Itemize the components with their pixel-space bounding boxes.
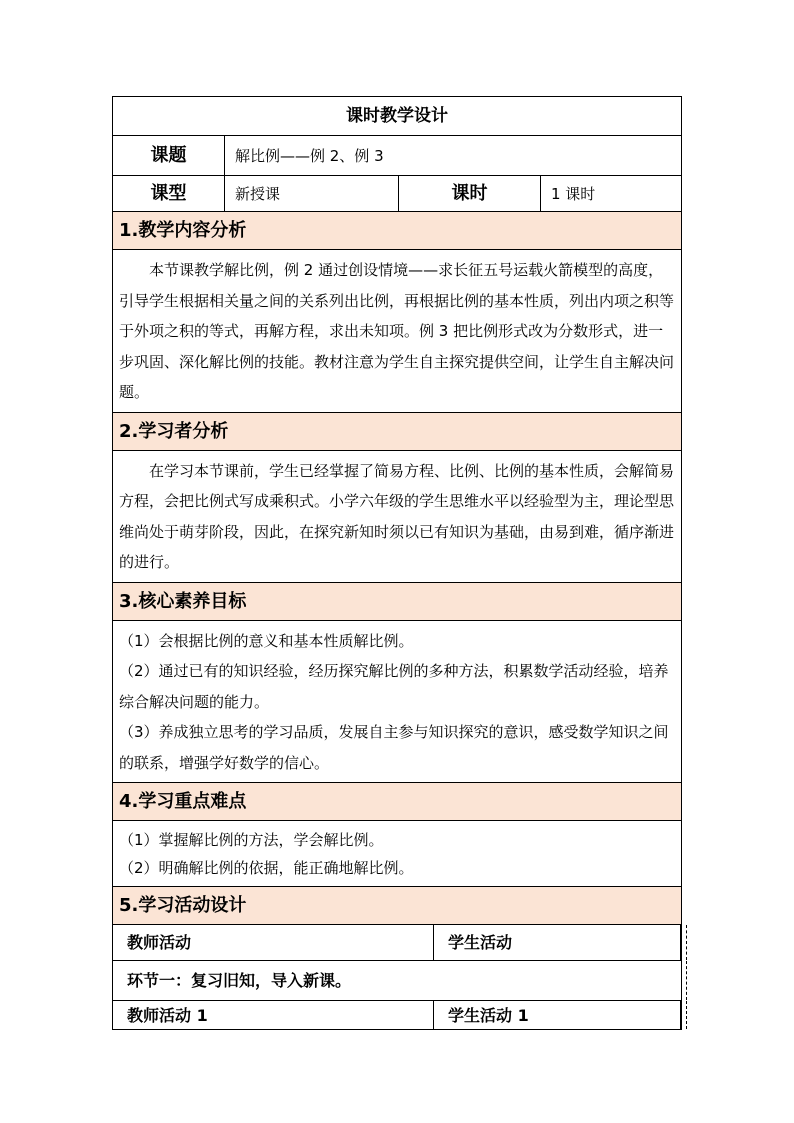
goal-item: （2）通过已有的知识经验，经历探究解比例的多种方法，积累数学活动经验，培养综合解决问题的能力。 bbox=[119, 662, 669, 711]
hours-value: 1 课时 bbox=[551, 185, 596, 203]
key-point-item: （1）掌握解比例的方法，学会解比例。 bbox=[119, 831, 384, 849]
section-2-heading: 2.学习者分析 bbox=[112, 412, 682, 450]
student-activity-1: 学生活动 1 bbox=[434, 1001, 681, 1029]
section-3-heading: 3.核心素养目标 bbox=[112, 582, 682, 620]
key-point-item: （2）明确解比例的依据，能正确地解比例。 bbox=[119, 859, 414, 877]
type-row bbox=[112, 175, 682, 211]
table-dashed-edge bbox=[686, 925, 687, 960]
table-dashed-edge bbox=[686, 961, 687, 1000]
goal-item: （3）养成独立思考的学习品质，发展自主参与知识探究的意识，感受数学知识之间的联系，增强学好数学的信心。 bbox=[119, 723, 669, 772]
type-value: 新授课 bbox=[225, 176, 399, 211]
section-3-goals bbox=[112, 620, 682, 783]
hours-label: 课时 bbox=[399, 176, 541, 211]
section-5-heading: 5.学习活动设计 bbox=[112, 886, 682, 924]
goal-item: （1）会根据比例的意义和基本性质解比例。 bbox=[119, 631, 414, 650]
student-activity-header: 学生活动 bbox=[434, 925, 681, 960]
topic-value: 解比例——例 2、例 3 bbox=[235, 147, 384, 165]
topic-label: 课题 bbox=[113, 136, 225, 175]
activity-1-row bbox=[112, 1000, 682, 1030]
activity-header-row bbox=[112, 924, 682, 960]
section-4-heading: 4.学习重点难点 bbox=[112, 782, 682, 820]
stage-1-row bbox=[112, 960, 682, 1000]
section-1-heading: 1.教学内容分析 bbox=[112, 211, 682, 249]
section-2-text: 在学习本节课前，学生已经掌握了简易方程、比例、比例的基本性质，会解简易方程，会把比例式写成乘积式。小学六年级的学生思维水平以经验型为主，理论型思维尚处于萌芽阶段，因此，在探究新知时须以已有知识为基础，由易到难，循序渐进的进行。 bbox=[112, 450, 682, 582]
section-1-text: 本节课教学解比例，例 2 通过创设情境——求长征五号运载火箭模型的高度，引导学生根据相关量之间的关系列出比例，再根据比例的基本性质，列出内项之积等于外项之积的等式，再解方程，求出未知项。例 3 把比例形式改为分数形式，进一步巩固、深化解比例的技能。教材注意为学生自主探究提供空间，让学生自主解决问题。 bbox=[112, 249, 682, 412]
lesson-design-table bbox=[112, 96, 682, 1030]
type-label: 课型 bbox=[113, 176, 225, 211]
table-title: 课时教学设计 bbox=[112, 96, 682, 135]
stage-1-title: 环节一：复习旧知，导入新课。 bbox=[127, 971, 352, 990]
teacher-activity-header: 教师活动 bbox=[113, 925, 434, 960]
section-4-points bbox=[112, 820, 682, 886]
table-dashed-edge bbox=[686, 1001, 687, 1029]
teacher-activity-1: 教师活动 1 bbox=[113, 1001, 434, 1029]
topic-row bbox=[112, 135, 682, 175]
